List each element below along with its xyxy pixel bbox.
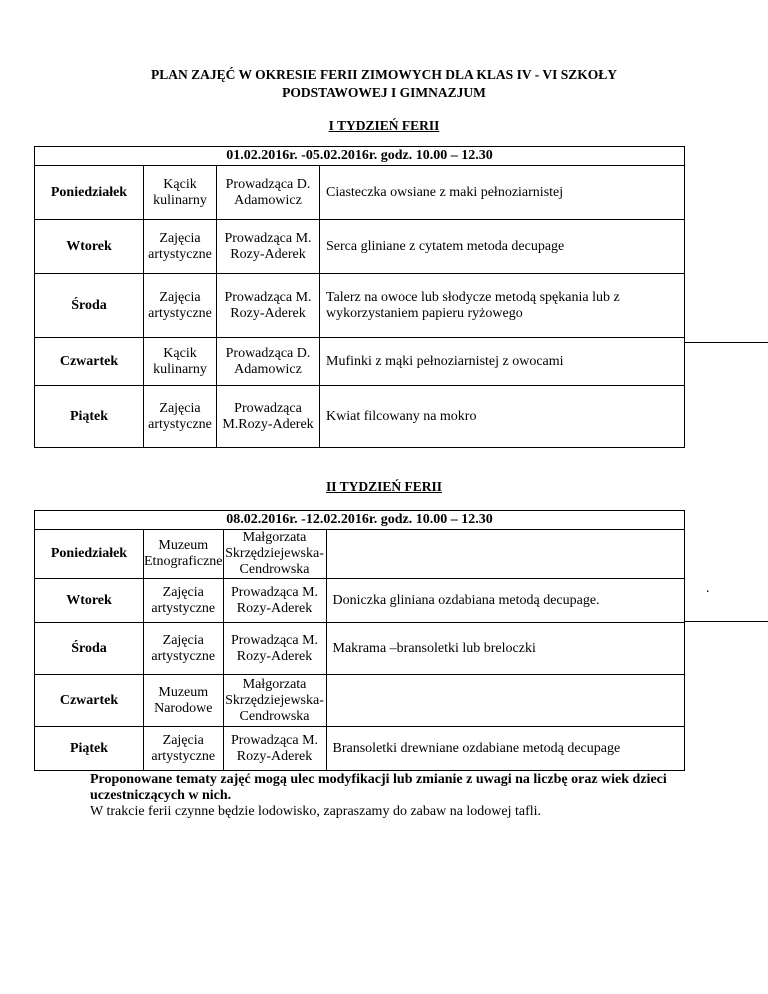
activity-cell: Zajęcia artystyczne (144, 220, 217, 274)
table-row (35, 338, 685, 386)
topic-cell: Doniczka gliniana ozdabiana metodą decupage. (326, 579, 684, 623)
table-row (35, 675, 685, 727)
topic-cell: Bransoletki drewniane ozdabiane metodą decupage (326, 727, 684, 771)
day-cell: Wtorek (35, 579, 144, 623)
activity-cell: Zajęcia artystyczne (144, 579, 224, 623)
topic-cell: Kwiat filcowany na mokro (320, 386, 685, 448)
activity-cell: Zajęcia artystyczne (144, 386, 217, 448)
day-cell: Wtorek (35, 220, 144, 274)
table-row (35, 579, 685, 623)
topic-cell: Mufinki z mąki pełnoziarnistej z owocami (320, 338, 685, 386)
page-rule (685, 342, 768, 343)
leader-cell: Prowadząca D. Adamowicz (217, 166, 320, 220)
topic-cell: Makrama –bransoletki lub breloczki (326, 623, 684, 675)
activity-cell: Zajęcia artystyczne (144, 727, 224, 771)
page-rule (685, 621, 768, 622)
week-1-heading: I TYDZIEŃ FERII (328, 118, 440, 133)
day-cell: Poniedziałek (35, 530, 144, 579)
leader-cell: Prowadząca M.Rozy-Aderek (217, 386, 320, 448)
day-cell: Piątek (35, 727, 144, 771)
activity-cell: Kącik kulinarny (144, 166, 217, 220)
table-row (35, 530, 685, 579)
leader-cell: Małgorzata Skrzędziejewska-Cendrowska (223, 530, 326, 579)
topic-cell (326, 530, 684, 579)
leader-cell: Prowadząca M. Rozy-Aderek (223, 727, 326, 771)
activity-cell: Kącik kulinarny (144, 338, 217, 386)
topic-cell: Ciasteczka owsiane z maki pełnoziarnistej (320, 166, 685, 220)
day-cell: Czwartek (35, 675, 144, 727)
day-cell: Poniedziałek (35, 166, 144, 220)
topic-cell: Serca gliniane z cytatem metoda decupage (320, 220, 685, 274)
activity-cell: Zajęcia artystyczne (144, 623, 224, 675)
stray-dot: . (706, 581, 710, 596)
week-2-dates: 08.02.2016r. -12.02.2016r. godz. 10.00 – 12.30 (35, 511, 685, 530)
week-2-schedule-table (34, 510, 685, 771)
topic-cell: Talerz na owoce lub słodycze metodą spękania lub z wykorzystaniem papieru ryżowego (320, 274, 685, 338)
day-cell: Czwartek (35, 338, 144, 386)
footer-note (90, 772, 690, 820)
topic-cell (326, 675, 684, 727)
day-cell: Środa (35, 623, 144, 675)
document-title-line-2: PODSTAWOWEJ I GIMNAZJUM (282, 85, 486, 100)
day-cell: Piątek (35, 386, 144, 448)
table-row (35, 166, 685, 220)
table-row (35, 220, 685, 274)
document-title-line-1: PLAN ZAJĘĆ W OKRESIE FERII ZIMOWYCH DLA KLAS IV - VI SZKOŁY (151, 67, 617, 82)
footer-ice-rink-note: W trakcie ferii czynne będzie lodowisko, zapraszamy do zabaw na lodowej tafli. (90, 804, 542, 819)
leader-cell: Prowadząca M. Rozy-Aderek (217, 274, 320, 338)
activity-cell: Muzeum Etnograficzne (144, 530, 224, 579)
leader-cell: Małgorzata Skrzędziejewska-Cendrowska (223, 675, 326, 727)
activity-cell: Zajęcia artystyczne (144, 274, 217, 338)
table-row (35, 727, 685, 771)
week-1-schedule-table (34, 146, 685, 448)
activity-cell: Muzeum Narodowe (144, 675, 224, 727)
table-row (35, 274, 685, 338)
table-row (35, 386, 685, 448)
leader-cell: Prowadząca D. Adamowicz (217, 338, 320, 386)
week-2-heading: II TYDZIEŃ FERII (325, 479, 443, 494)
leader-cell: Prowadząca M. Rozy-Aderek (223, 623, 326, 675)
table-row (35, 623, 685, 675)
week-1-dates: 01.02.2016r. -05.02.2016r. godz. 10.00 – 12.30 (35, 147, 685, 166)
leader-cell: Prowadząca M. Rozy-Aderek (217, 220, 320, 274)
day-cell: Środa (35, 274, 144, 338)
footer-bold-note: Proponowane tematy zajęć mogą ulec modyfikacji lub zmianie z uwagi na liczbę oraz wiek dzieci uczestniczących w nich. (90, 772, 667, 803)
leader-cell: Prowadząca M. Rozy-Aderek (223, 579, 326, 623)
